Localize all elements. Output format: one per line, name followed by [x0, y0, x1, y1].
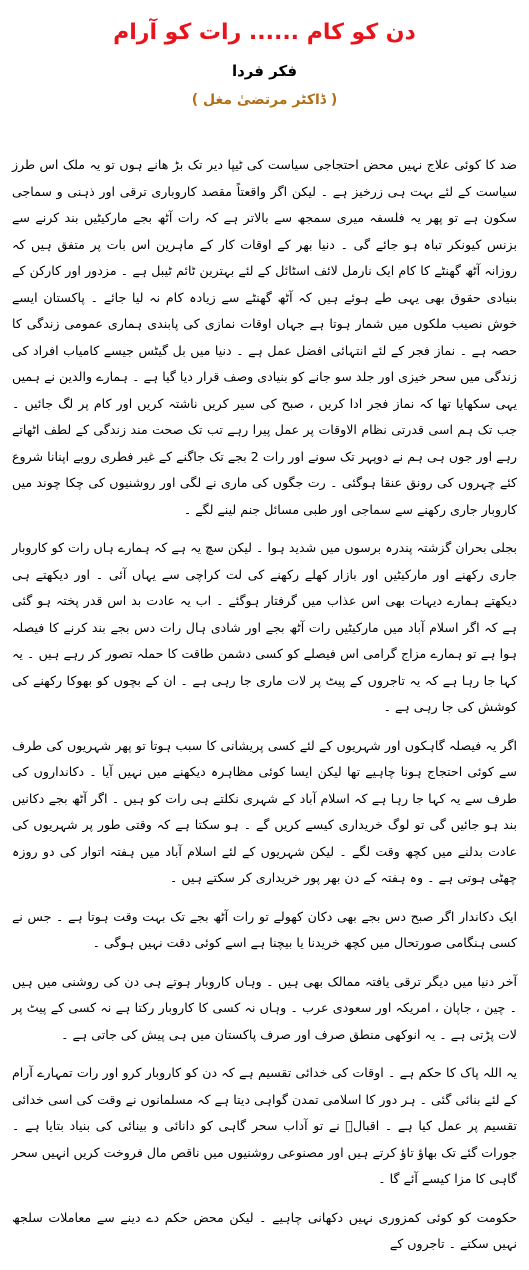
author-name: ( ڈاکٹر مرتضیٰ مغل ): [191, 92, 338, 108]
paragraph: حکومت کو کوئی کمزوری نہیں دکھانی چاہیے ۔ لیکن محض حکم دے دینے سے معاملات سلجھ نہیں سکتے ۔ تاجروں کے: [12, 1209, 517, 1251]
paragraph: یہ اللہ پاک کا حکم ہے ۔ اوقات کی خدائی تقسیم ہے کہ دن کو کاروبار کرو اور رات تمہارے آرام کے لئے بنائی گئی ۔ ہر دور کا اسلامی تمدن گواہی دیتا ہے کہ مسلمانوں نے وقت کی اسی خدائی تقسیم پر عمل کیا ہے ۔ اقبالؒ نے تو آداب سحر گاہی کو دانائی و بینائی کی بنیاد بتایا ہے ۔ جورات گئے تک بھاؤ تاؤ کرتے ہیں اور مصنوعی روشنیوں میں ناقص مال فروخت کریں انہیں سحر گاہی کا مزا کیسے آئے گا ۔: [12, 1065, 517, 1186]
paragraph: ایک دکاندار اگر صبح دس بجے بھی دکان کھولے تو رات آٹھ بجے تک بہت وقت ہوتا ہے ۔ جس نے کسی ہنگامی صورتحال میں کچھ خریدنا یا بیچنا ہے اسے کوئی دقت نہیں ہوگی ۔: [12, 908, 517, 950]
column-name: فکر فردا: [231, 62, 298, 80]
article-body: [12, 152, 517, 1270]
article-header: [0, 0, 529, 112]
paragraph: اگر یہ فیصلہ گاہکوں اور شہریوں کے لئے کسی پریشانی کا سبب ہوتا تو پھر شہریوں کی طرف سے کوئی احتجاج ہونا چاہیے تھا لیکن ایسا کوئی مظاہرہ دیکھنے میں نہیں آیا ۔ دکانداروں کی طرف سے یہ کہا جا رہا ہے کہ اسلام آباد کے شہری نکلتے ہی رات کو ہیں ۔ اگر آٹھ بجے دکانیں بند ہو جائیں گی تو لوگ خریداری کیسے کریں گے ۔ ہو سکتا ہے کہ وقتی طور پر شہریوں کی عادت بدلنے میں کچھ وقت لگے ۔ لیکن شہریوں کے لئے اسلام آباد میں ہفتہ اتوار کی دو روزہ چھٹی ہوتی ہے ۔ وہ ہفتہ کے دن بھر پور خریداری کر سکتے ہیں ۔: [12, 737, 517, 885]
paragraph: بجلی بحران گزشتہ پندرہ برسوں میں شدید ہوا ۔ لیکن سچ یہ ہے کہ ہمارے ہاں رات کو کاروبار جاری رکھنے اور مارکیٹیں اور بازار کھلے رکھنے کی لت کراچی سے یہاں آئی ۔ اور دیکھتے ہی دیکھتے ہمارے دیہات بھی اس عذاب میں گرفتار ہوگئے ۔ اب یہ عادت بد اس قدر پختہ ہو گئی ہے کہ اگر اسلام آباد میں مارکیٹیں رات آٹھ بجے اور شادی ہال رات دس بجے بند کرنے کا فیصلہ ہوا ہے تو ہمارے مزاج گرامی اس فیصلے کو کسی دشمن طاقت کا حملہ تصور کر رہے ہیں ۔ یہ کہا جا رہا ہے کہ یہ تاجروں کے پیٹ پر لات ماری جا رہی ہے ۔ ان کے بچوں کو بھوکا رکھنے کی کوشش کی جا رہی ہے ۔: [12, 540, 517, 714]
article-title: دن کو کام ...... رات کو آرام: [113, 20, 416, 45]
paragraph: آخر دنیا میں دیگر ترقی یافتہ ممالک بھی ہیں ۔ وہاں کاروبار ہوتے ہی دن کی روشنی میں ہیں ۔ چین ، جاپان ، امریکہ اور سعودی عرب ۔ وہاں نہ کسی کا کاروبار رکتا ہے نہ کسی کے پیٹ پر لات پڑتی ہے ۔ یہ انوکھی منطق صرف اور صرف پاکستان میں ہی پیش کی جاتی ہے ۔: [12, 973, 517, 1042]
paragraph: ضد کا کوئی علاج نہیں محض احتجاجی سیاست کی ٹیپا دیر تک بڑ ھانے ہوں تو یہ ملک اس طرز سیاست کے لئے بہت ہی زرخیز ہے ۔ لیکن اگر واقعتاً مقصد کاروباری ترقی اور ذہنی و سماجی سکون ہے تو پھر یہ فلسفہ میری سمجھ سے بالاتر ہے کہ رات آٹھ بجے مارکیٹیں بند کرنے سے بزنس کیونکر تباہ ہو جائے گی ۔ دنیا بھر کے اوقات کار کے ماہرین اس بات پر متفق ہیں کہ روزانہ آٹھ گھنٹے کا کام ایک نارمل لائف اسٹائل کے لئے بہترین ٹائم ٹیبل ہے ۔ مزدور اور کارکن کے بنیادی حقوق بھی یہی طے ہوئے ہیں کہ آٹھ گھنٹے سے زیادہ کام نہ لیا جائے ۔ پاکستان ایسے خوش نصیب ملکوں میں شمار ہوتا ہے جہاں اوقات نمازی کی پابندی ہماری عمومی زندگی کا حصہ ہے ۔ نماز فجر کے لئے انتہائی افضل عمل ہے ۔ دنیا میں بل گیٹس جیسے کامیاب افراد کی زندگی میں سحر خیزی اور جلد سو جانے کو بنیادی وصف قرار دیا گیا ہے ۔ ہمارے والدین نے ہمیں یہی سکھایا تھا کہ نماز فجر ادا کریں ، صبح کی سیر کریں ناشتہ کریں اور کام پر لگ جائیں ۔ جب تک ہم اسی قدرتی نظام الاوقات پر عمل پیرا رہے تب تک صحت مند زندگی کے لطف اٹھاتے رہے اور جوں ہی ہم نے دوپہر تک سونے اور رات 2 بجے تک جاگنے کے غیر فطری رویے اپنانا شروع کئے چہروں کی رونق عنقا ہوگئی ۔ رت جگوں کی ماری نے لگی اور روشنیوں کی چکا چوند میں کاروبار جاری رکھنے سے سماجی اور طبی مسائل جنم لینے لگے ۔: [12, 157, 517, 517]
